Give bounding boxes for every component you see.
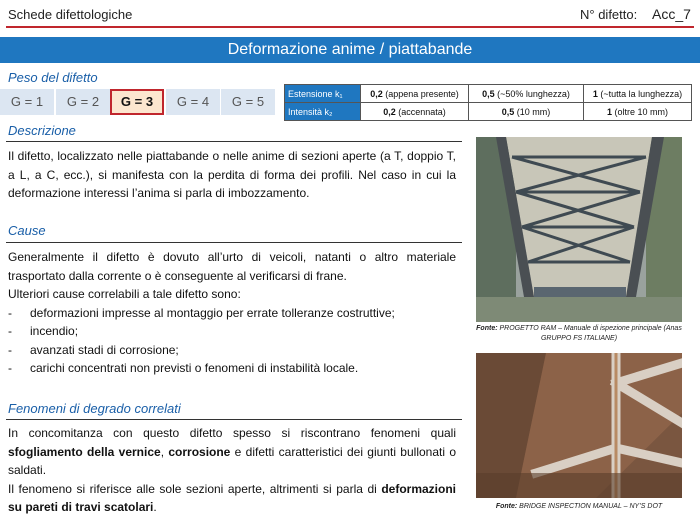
bridge-underside-illustration <box>476 137 682 322</box>
cause-text: Generalmente il difetto è dovuto all’urto di veicoli, natanti o altro materiale trasportato dalla corrente o è conseguente al verificarsi di frane. Ulteriori cause correlabili a tale difetto sono: - deformazioni impresse al montaggio per errate tolleranze costruttive; - incendio; - avanzati stadi di corrosione; - carichi concentrati non previsti o fenomeni di instabilità locale. <box>8 248 456 378</box>
bridge-photo-1 <box>476 137 682 322</box>
header-title: Schede difettologiche <box>8 7 133 22</box>
descrizione-text: Il difetto, localizzato nelle piattabande o nelle anime di sezioni aperte (a T, doppio T, a L, a C, ecc.), si manifesta con la perdita di forma dei profili. Nel caso in cui la deformazione interessi l’anima si parla di imbozzamento. <box>8 149 456 200</box>
grade-5[interactable]: G = 5 <box>221 89 275 115</box>
grade-2[interactable]: G = 2 <box>56 89 110 115</box>
page-header <box>0 0 700 27</box>
list-item: - carichi concentrati non previsti o fenomeni di instabilità locale. <box>8 359 456 378</box>
photo-1-caption: Fonte: PROGETTO RAM – Manuale di ispezione principale (Anas GRUPPO FS ITALIANE) <box>476 325 682 342</box>
estensione-row <box>285 85 692 103</box>
grade-4[interactable]: G = 4 <box>166 89 220 115</box>
descrizione-section-title: Descrizione <box>8 123 76 138</box>
bridge-photo-2 <box>476 353 682 498</box>
estensione-cell-3: 1 (~tutta la lunghezza) <box>584 85 692 103</box>
intensita-cell-2: 0,5 (10 mm) <box>469 103 584 121</box>
corroded-truss-illustration <box>476 353 682 498</box>
defect-number-label: N° difetto: <box>580 7 638 22</box>
defect-number-value: Acc_7 <box>652 6 691 22</box>
fenomeni-section-title: Fenomeni di degrado correlati <box>8 401 181 416</box>
intensita-cell-3: 1 (oltre 10 mm) <box>584 103 692 121</box>
list-item: - deformazioni impresse al montaggio per errate tolleranze costruttive; <box>8 304 456 323</box>
estensione-label: Estensione k₁ <box>285 85 361 103</box>
header-divider <box>6 26 694 28</box>
intensita-label: Intensità k₂ <box>285 103 361 121</box>
defect-title: Deformazione anime / piattabande <box>227 41 473 58</box>
intensita-cell-1: 0,2 (accennata) <box>361 103 469 121</box>
cause-section-title: Cause <box>8 223 46 238</box>
intensita-row <box>285 103 692 121</box>
fenomeni-text: In concomitanza con questo difetto spesso si riscontrano fenomeni quali sfogliamento della vernice, corrosione e difetti caratteristici dei giunti bullonati o saldati. Il fenomeno si riferisce alle sole sezioni aperte, altrimenti si parla di deformazioni su pareti di travi scatolari. <box>8 426 457 514</box>
cause-list <box>8 304 456 378</box>
descrizione-divider <box>6 141 462 142</box>
extension-intensity-table <box>284 84 692 121</box>
photo-2-caption: Fonte: BRIDGE INSPECTION MANUAL – NY’S DOT <box>495 503 663 510</box>
list-item: - avanzati stadi di corrosione; <box>8 341 456 360</box>
fenomeni-divider <box>6 419 462 420</box>
defect-title-banner <box>0 37 700 63</box>
peso-section-title: Peso del difetto <box>8 70 98 85</box>
cause-divider <box>6 242 462 243</box>
grade-3-selected[interactable]: G = 3 <box>110 89 164 115</box>
grade-1[interactable]: G = 1 <box>0 89 54 115</box>
estensione-cell-2: 0,5 (~50% lunghezza) <box>469 85 584 103</box>
list-item: - incendio; <box>8 322 456 341</box>
estensione-cell-1: 0,2 (appena presente) <box>361 85 469 103</box>
